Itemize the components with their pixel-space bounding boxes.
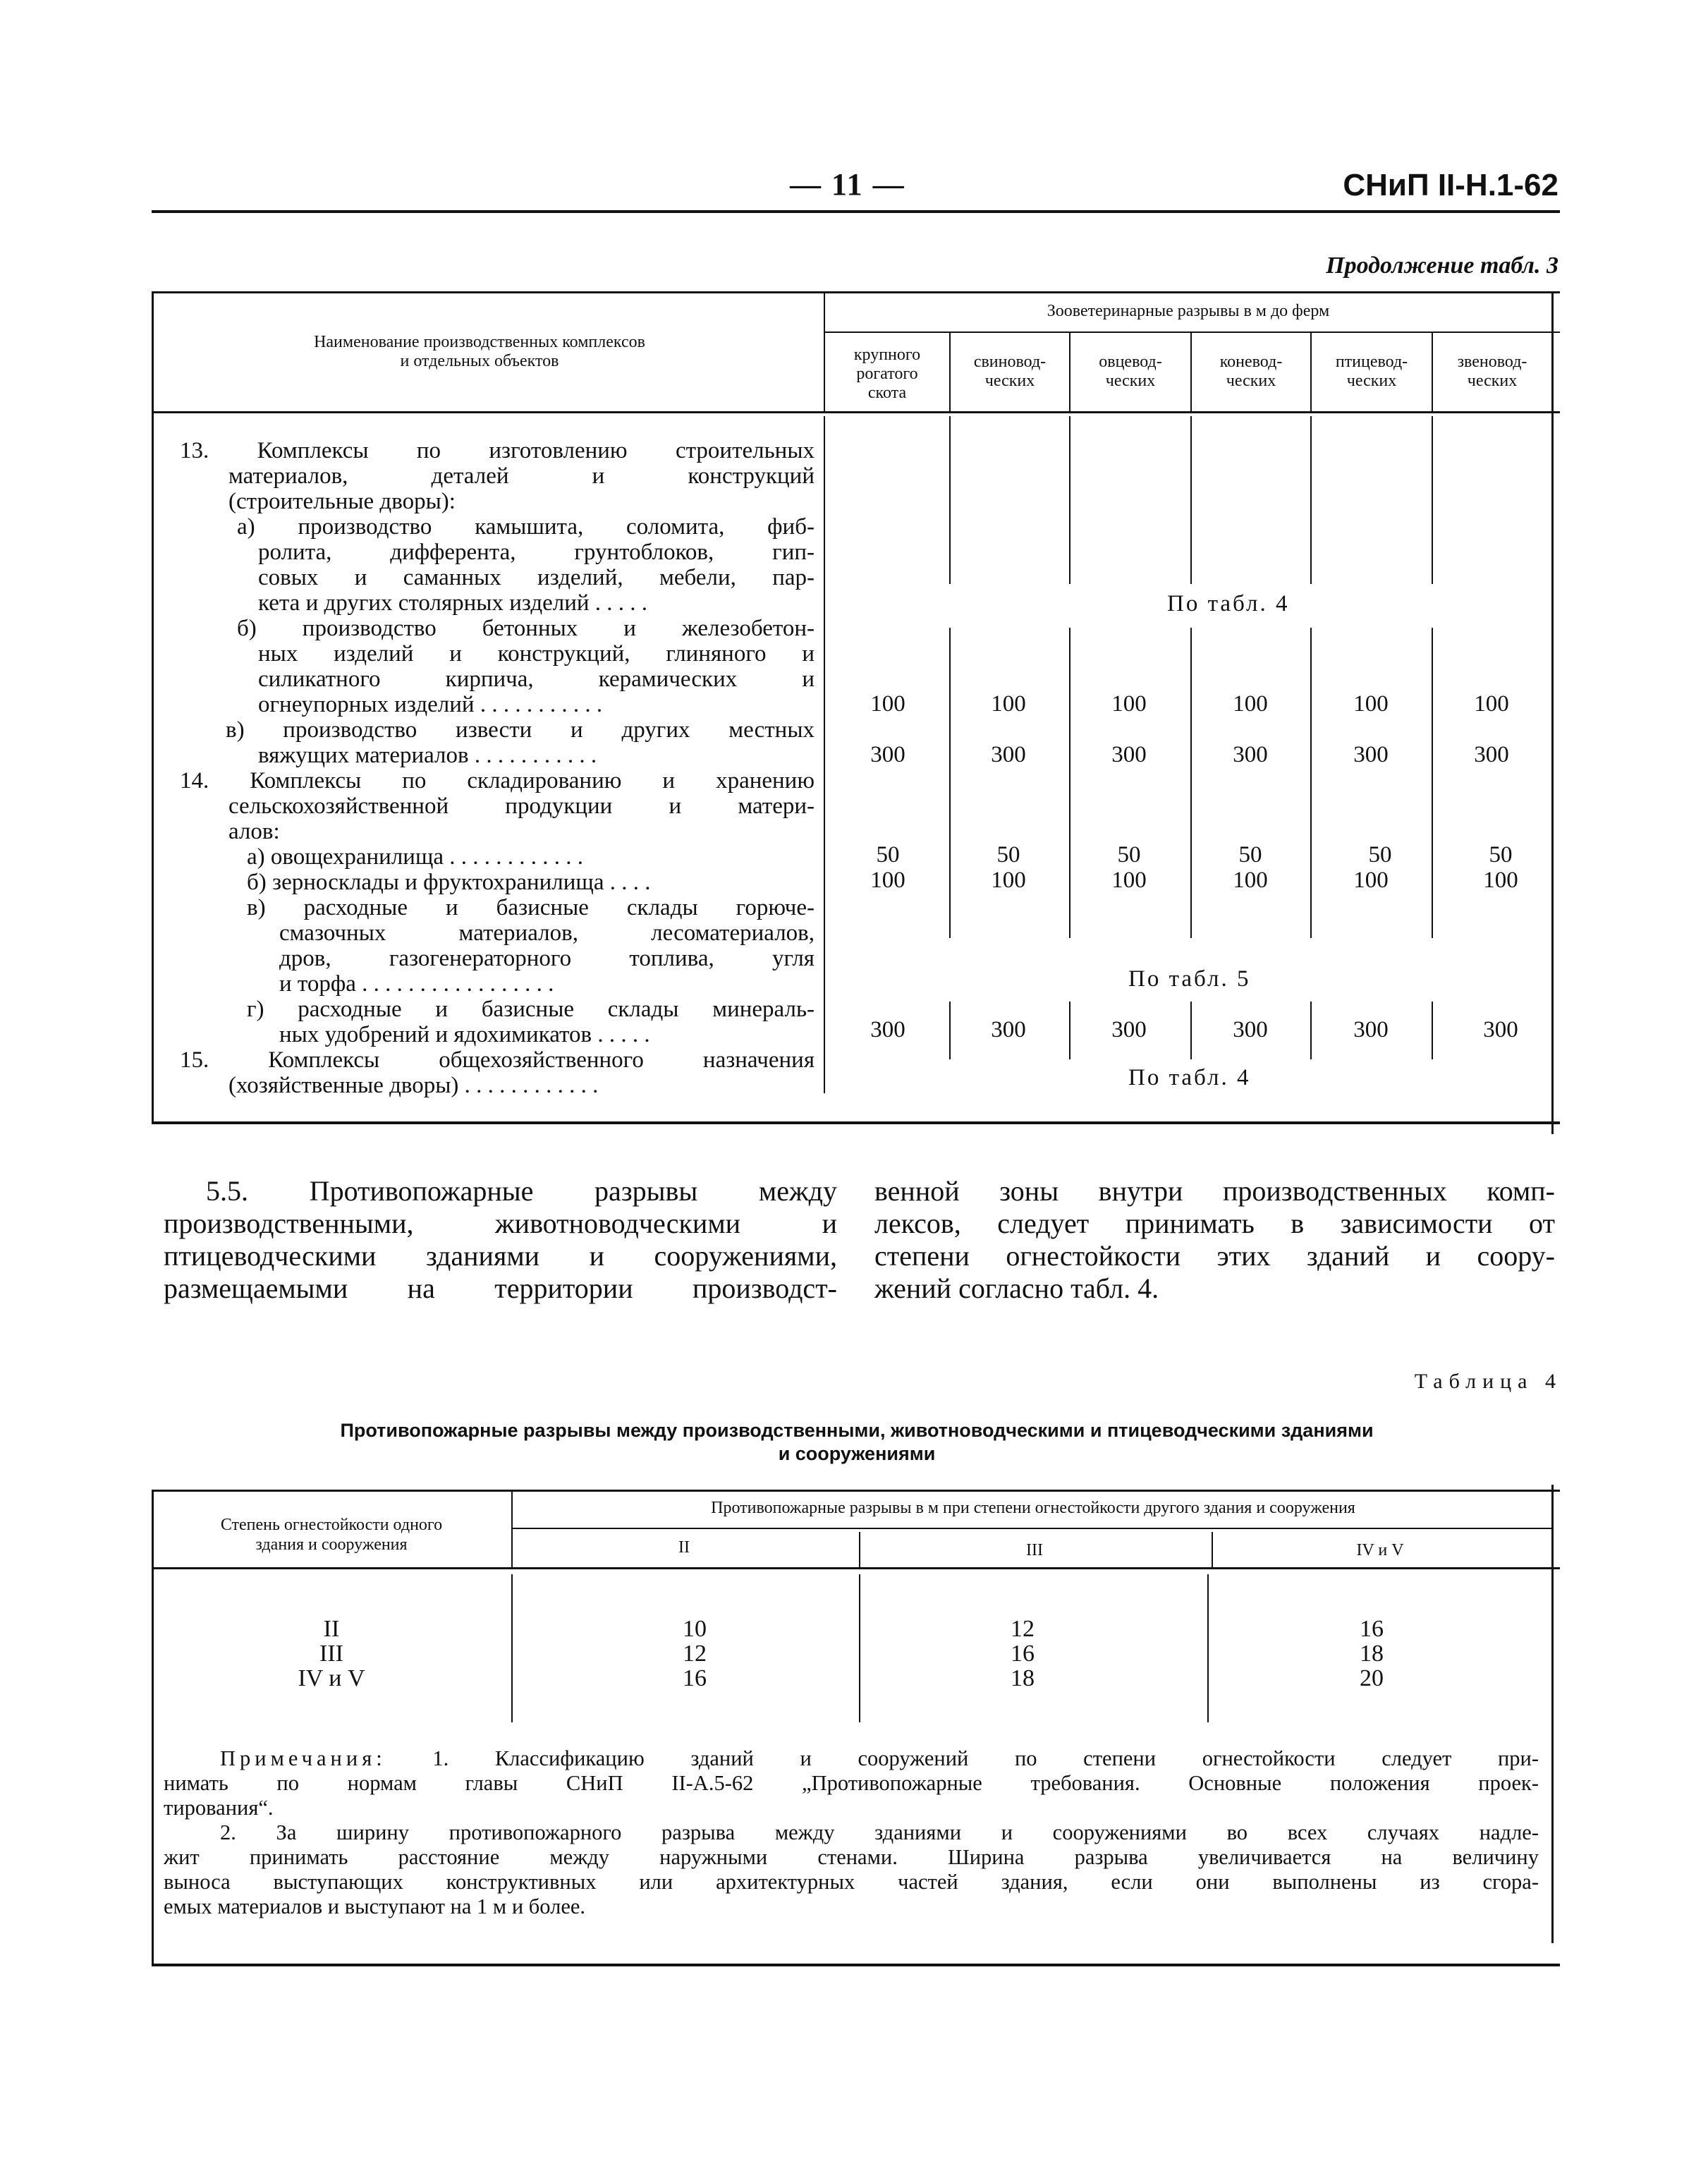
table4-notes	[164, 1746, 1539, 1919]
t3-div	[1432, 628, 1433, 938]
table-continuation-label: Продолжение табл. 3	[1326, 253, 1558, 279]
col-header-cattle-l2: рогатого	[856, 365, 918, 383]
table4-col-III: III	[1026, 1541, 1043, 1559]
table4-group-header: Противопожарные разрывы в м при степени огнестойкости другого здания и сооружения	[711, 1499, 1355, 1517]
col-header-pig-l1: свиновод-	[973, 353, 1047, 371]
col-header-fur-l1: звеновод-	[1457, 353, 1527, 371]
t3-line: б) производство бетонных и железобетон-	[237, 616, 815, 641]
cell-value: 300	[870, 1017, 905, 1042]
degree-cell: IV и V	[298, 1665, 365, 1691]
document-code: СНиП II-Н.1-62	[1343, 168, 1558, 202]
cell-value: 50	[1489, 842, 1513, 868]
t3-div	[1069, 416, 1070, 584]
col-header-fur	[1434, 353, 1550, 391]
t3-div	[1310, 416, 1312, 584]
table3-name-header	[212, 333, 748, 371]
table4-row-header-divider	[511, 1490, 513, 1567]
col-header-pig-l2: ческих	[984, 372, 1035, 390]
table4-left-border	[152, 1490, 154, 1964]
t3-div	[1432, 1002, 1433, 1059]
cell-value: 300	[870, 742, 905, 767]
table3-name-header-line2: и отдельных объектов	[400, 352, 559, 370]
cell-value: 300	[1111, 1017, 1147, 1042]
cell-value: 300	[1474, 742, 1509, 767]
t3-line: алов:	[228, 819, 280, 844]
note-line: выноса выступающих конструктивных или архитектурных частей здания, если они выполнены из сгора-	[164, 1870, 1539, 1894]
para-line: жений согласно табл. 4.	[874, 1272, 1159, 1304]
cell-value: 16	[1360, 1616, 1384, 1642]
t3-div	[1190, 416, 1192, 584]
note-text: 1. Классификацию зданий и сооружений по степени огнестойкости следует при-	[432, 1746, 1539, 1770]
table3-group-rule	[824, 331, 1560, 333]
table4-title-line2: и сооружениями	[778, 1443, 936, 1464]
table4-row-header	[159, 1515, 504, 1554]
table4-top-rule	[152, 1490, 1560, 1492]
col-header-cattle	[826, 346, 948, 403]
cell-value: 100	[1111, 868, 1147, 893]
t3-line: кета и других столярных изделий . . . . .	[258, 590, 648, 616]
cell-value: 300	[1353, 1017, 1389, 1042]
cell-value: 16	[683, 1665, 707, 1691]
table4-col-IV-V: IV и V	[1356, 1541, 1404, 1559]
t3-div	[1310, 628, 1312, 938]
t3-div	[1310, 1002, 1312, 1059]
table3-name-col-divider-body	[824, 416, 825, 1093]
table4-row-header-divider-body	[511, 1574, 513, 1722]
col-header-sheep	[1072, 353, 1189, 391]
t4-div-1	[859, 1574, 860, 1722]
note-line: нимать по нормам главы СНиП II-А.5-62 „Противопожарные требования. Основные положения проек-	[164, 1771, 1539, 1795]
t3-hdiv-5	[1432, 333, 1433, 411]
para-line: птицеводческими зданиями и сооружениями,	[164, 1240, 837, 1272]
cell-value: 300	[991, 1017, 1026, 1042]
t3-line: и торфа . . . . . . . . . . . . . . . . .	[279, 971, 554, 997]
col-header-sheep-l1: овцевод-	[1099, 353, 1162, 371]
cell-value: 300	[1233, 742, 1268, 767]
span-by-table-5: По табл. 5	[1128, 966, 1251, 992]
cell-value: 100	[1483, 868, 1518, 893]
t3-line: а) овощехранилища . . . . . . . . . . . .	[247, 844, 584, 870]
t3-div	[949, 1002, 951, 1059]
paragraph-5-5-left	[164, 1175, 837, 1305]
table4-row-header-l1: Степень огнестойкости одного	[220, 1516, 443, 1534]
notes-label: Примечания:	[220, 1746, 386, 1770]
cell-value: 16	[1011, 1641, 1035, 1667]
para-line: размещаемыми на территории производст-	[164, 1272, 837, 1304]
col-header-poultry-l2: ческих	[1346, 372, 1397, 390]
table3-bottom-rule	[152, 1121, 1560, 1124]
cell-value: 20	[1360, 1665, 1384, 1691]
t3-line: смазочных материалов, лесоматериалов,	[279, 920, 815, 946]
table3-left-border	[152, 291, 154, 1124]
cell-value: 18	[1360, 1641, 1384, 1667]
table3-top-rule	[152, 291, 1560, 293]
t3-line: 14. Комплексы по складированию и хранению	[180, 768, 815, 793]
note-line: емых материалов и выступают на 1 м и более.	[164, 1894, 586, 1918]
para-line: степени огнестойкости этих зданий и соору-	[874, 1240, 1555, 1272]
para-line: лексов, следует принимать в зависимости от	[874, 1207, 1555, 1239]
col-header-poultry	[1313, 353, 1430, 391]
col-header-cattle-l1: крупного	[853, 346, 921, 364]
cell-value: 100	[1233, 691, 1268, 717]
table3-name-header-line1: Наименование производственных комплексов	[314, 333, 645, 351]
t3-line: а) производство камышита, соломита, фиб-	[237, 514, 815, 540]
t3-line: материалов, деталей и конструкций	[228, 463, 815, 489]
cell-value: 50	[1117, 842, 1141, 868]
t3-div	[949, 628, 951, 938]
cell-value: 18	[1011, 1665, 1035, 1691]
cell-value: 100	[1233, 868, 1268, 893]
t3-line: в) производство извести и других местных	[226, 717, 815, 743]
degree-cell: II	[323, 1616, 340, 1642]
cell-value: 100	[991, 868, 1026, 893]
col-header-sheep-l2: ческих	[1105, 372, 1156, 390]
para-line: производственными, животноводческими и	[164, 1207, 837, 1239]
table4-group-rule	[511, 1528, 1553, 1529]
col-header-poultry-l1: птицевод-	[1335, 353, 1408, 371]
cell-value: 100	[1353, 868, 1389, 893]
cell-value: 300	[1233, 1017, 1268, 1042]
paragraph-5-5-right	[874, 1175, 1555, 1305]
cell-value: 100	[1474, 691, 1509, 717]
col-header-horse-l2: ческих	[1226, 372, 1276, 390]
cell-value: 12	[683, 1641, 707, 1667]
cell-value: 100	[1353, 691, 1389, 717]
col-header-cattle-l3: скота	[867, 384, 907, 402]
span-by-table-4: По табл. 4	[1167, 591, 1290, 616]
t3-line: совых и саманных изделий, мебели, пар-	[258, 565, 815, 590]
t3-line: 13. Комплексы по изготовлению строительных	[180, 438, 815, 463]
para-line: венной зоны внутри производственных комп-	[874, 1175, 1555, 1207]
t3-line: вяжущих материалов . . . . . . . . . . .	[258, 743, 597, 768]
table4-bottom-rule	[152, 1964, 1560, 1966]
note-line-1	[164, 1746, 1539, 1771]
t3-line: дров, газогенераторного топлива, угля	[279, 946, 815, 971]
t3-div	[1069, 628, 1070, 938]
t3-div	[1190, 628, 1192, 938]
t3-line: ных удобрений и ядохимикатов . . . . .	[279, 1022, 650, 1047]
table4-right-border	[1551, 1485, 1554, 1943]
t3-hdiv-4	[1310, 333, 1312, 411]
t3-hdiv-3	[1190, 333, 1192, 411]
table3-right-border	[1551, 291, 1554, 1134]
cell-value: 300	[991, 742, 1026, 767]
cell-value: 100	[870, 691, 905, 717]
t3-line: в) расходные и базисные склады горюче-	[247, 895, 815, 920]
cell-value: 100	[870, 868, 905, 893]
t3-line: силикатного кирпича, керамических и	[258, 667, 815, 692]
col-header-fur-l2: ческих	[1467, 372, 1518, 390]
table4-row-header-l2: здания и сооружения	[255, 1535, 408, 1554]
cell-value: 50	[876, 842, 900, 868]
col-header-horse	[1193, 353, 1309, 391]
t4-hdiv-2	[1212, 1532, 1213, 1567]
table-4-title	[169, 1419, 1544, 1466]
col-header-horse-l1: коневод-	[1219, 353, 1283, 371]
table3-name-col-divider	[824, 291, 825, 411]
t3-line: б) зерносклады и фруктохранилища . . . .	[247, 870, 651, 895]
degree-cell: III	[319, 1641, 343, 1667]
t3-div	[1432, 416, 1433, 584]
t3-line: (строительные дворы):	[228, 489, 456, 514]
cell-value: 300	[1483, 1017, 1518, 1042]
note-line: тирования“.	[164, 1796, 274, 1820]
header-rule	[152, 210, 1560, 213]
t3-line: сельскохозяйственной продукции и матери-	[228, 793, 815, 819]
t3-line: ролита, дифферента, грунтоблоков, гип-	[258, 540, 815, 565]
t3-line: (хозяйственные дворы) . . . . . . . . . . . .	[228, 1073, 599, 1098]
cell-value: 300	[1111, 742, 1147, 767]
t3-hdiv-2	[1069, 333, 1070, 411]
table4-title-line1: Противопожарные разрывы между производственными, животноводческими и птицеводческими зданиями	[340, 1420, 1374, 1441]
t3-line: г) расходные и базисные склады минераль-	[247, 997, 815, 1022]
para-line: 5.5. Противопожарные разрывы между	[206, 1175, 837, 1207]
table-4-label: Таблица 4	[1414, 1370, 1562, 1393]
span-by-table-4-row15: По табл. 4	[1128, 1065, 1251, 1090]
t3-div	[1069, 1002, 1070, 1059]
t3-line: 15. Комплексы общехозяйственного назначения	[180, 1047, 815, 1073]
t3-line: ных изделий и конструкций, глиняного и	[258, 641, 815, 667]
t4-hdiv-1	[859, 1532, 860, 1567]
cell-value: 50	[1368, 842, 1392, 868]
t4-div-2	[1207, 1574, 1209, 1722]
table4-col-II: II	[678, 1538, 690, 1557]
note-line: 2. За ширину противопожарного разрыва между зданиями и сооружениями во всех случаях надле-	[220, 1820, 1539, 1844]
cell-value: 50	[996, 842, 1020, 868]
table3-header-rule	[152, 411, 1560, 413]
cell-value: 100	[1111, 691, 1147, 717]
table4-header-rule	[152, 1567, 1560, 1569]
cell-value: 10	[683, 1616, 707, 1642]
t3-div	[949, 416, 951, 584]
cell-value: 100	[991, 691, 1026, 717]
t3-line: огнеупорных изделий . . . . . . . . . . .	[258, 692, 603, 717]
note-line: жит принимать расстояние между наружными стенами. Ширина разрыва увеличивается на величину	[164, 1845, 1539, 1869]
col-header-pig	[952, 353, 1068, 391]
t3-hdiv-1	[949, 333, 951, 411]
page-number: — 11 —	[790, 167, 905, 202]
table3-group-header: Зооветеринарные разрывы в м до ферм	[1047, 302, 1330, 320]
cell-value: 300	[1353, 742, 1389, 767]
t3-div	[1190, 1002, 1192, 1059]
cell-value: 50	[1238, 842, 1262, 868]
cell-value: 12	[1011, 1616, 1035, 1642]
